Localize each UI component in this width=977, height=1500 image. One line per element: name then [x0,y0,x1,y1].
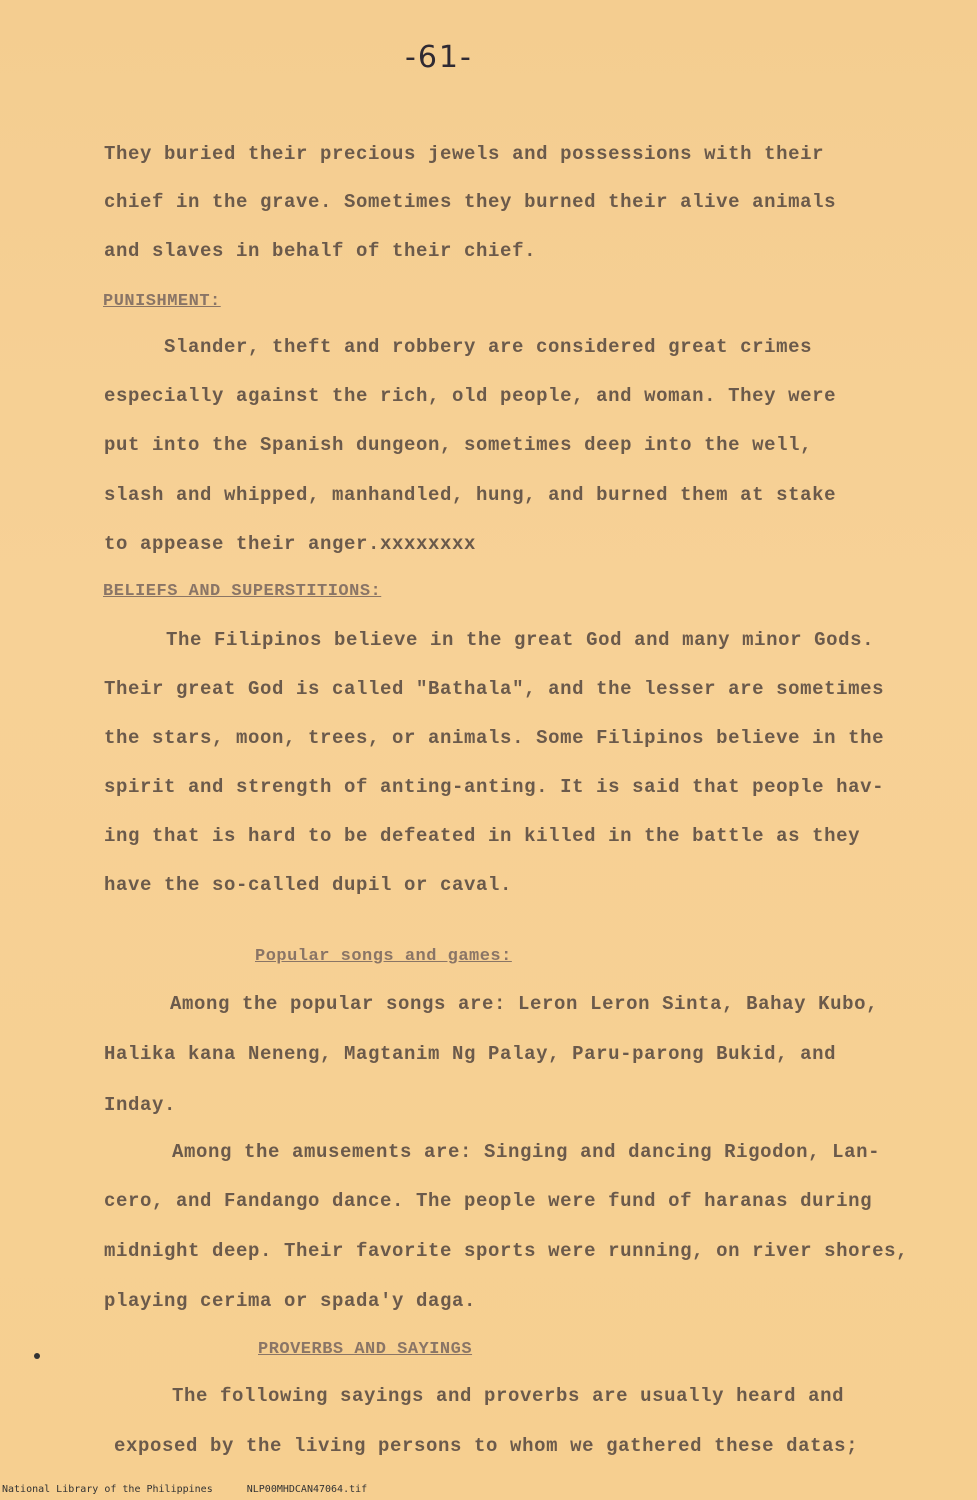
section-heading-proverbs: PROVERBS AND SAYINGS [258,1340,473,1359]
section-heading-punishment: PUNISHMENT: [103,292,221,311]
text-line: ing that is hard to be defeated in killed in the battle as they [104,825,861,847]
ink-mark [34,1353,40,1359]
text-line: cero, and Fandango dance. The people were fund of haranas during [104,1190,873,1212]
text-line: Their great God is called "Bathala", and the lesser are sometimes [104,678,885,700]
text-line: especially against the rich, old people, and woman. They were [104,385,837,407]
text-line: The Filipinos believe in the great God and many minor Gods. [166,629,875,651]
section-heading-beliefs: BELIEFS AND SUPERSTITIONS: [103,582,382,601]
text-line: playing cerima or spada'y daga. [104,1290,477,1312]
text-line: midnight deep. Their favorite sports were running, on river shores, [104,1240,909,1262]
text-line: The following sayings and proverbs are usually heard and [172,1385,845,1407]
page-number: -61- [405,40,473,75]
text-line: Slander, theft and robbery are considered great crimes [164,336,813,358]
section-heading-songs: Popular songs and games: [255,947,512,966]
text-line: Halika kana Neneng, Magtanim Ng Palay, Paru-parong Bukid, and [104,1043,837,1065]
text-line: exposed by the living persons to whom we gathered these datas; [114,1435,859,1457]
scan-footer [2,1484,395,1495]
text-line: slash and whipped, manhandled, hung, and burned them at stake [104,484,837,506]
footer-file: NLP00MHDCAN47064.tif [246,1484,368,1495]
text-line: chief in the grave. Sometimes they burned their alive animals [104,191,837,213]
text-line: have the so-called dupil or caval. [104,874,513,896]
footer-source: National Library of the Philippines [2,1484,213,1495]
text-line: the stars, moon, trees, or animals. Some Filipinos believe in the [104,727,885,749]
text-line: and slaves in behalf of their chief. [104,240,537,262]
text-line: Among the amusements are: Singing and dancing Rigodon, Lan- [172,1141,881,1163]
text-line: put into the Spanish dungeon, sometimes deep into the well, [104,434,813,456]
text-line: They buried their precious jewels and possessions with their [104,143,825,165]
text-line: Inday. [104,1094,177,1116]
text-line: to appease their anger.xxxxxxxx [104,533,477,555]
text-line: spirit and strength of anting-anting. It is said that people hav- [104,776,885,798]
text-line: Among the popular songs are: Leron Leron Sinta, Bahay Kubo, [170,993,879,1015]
